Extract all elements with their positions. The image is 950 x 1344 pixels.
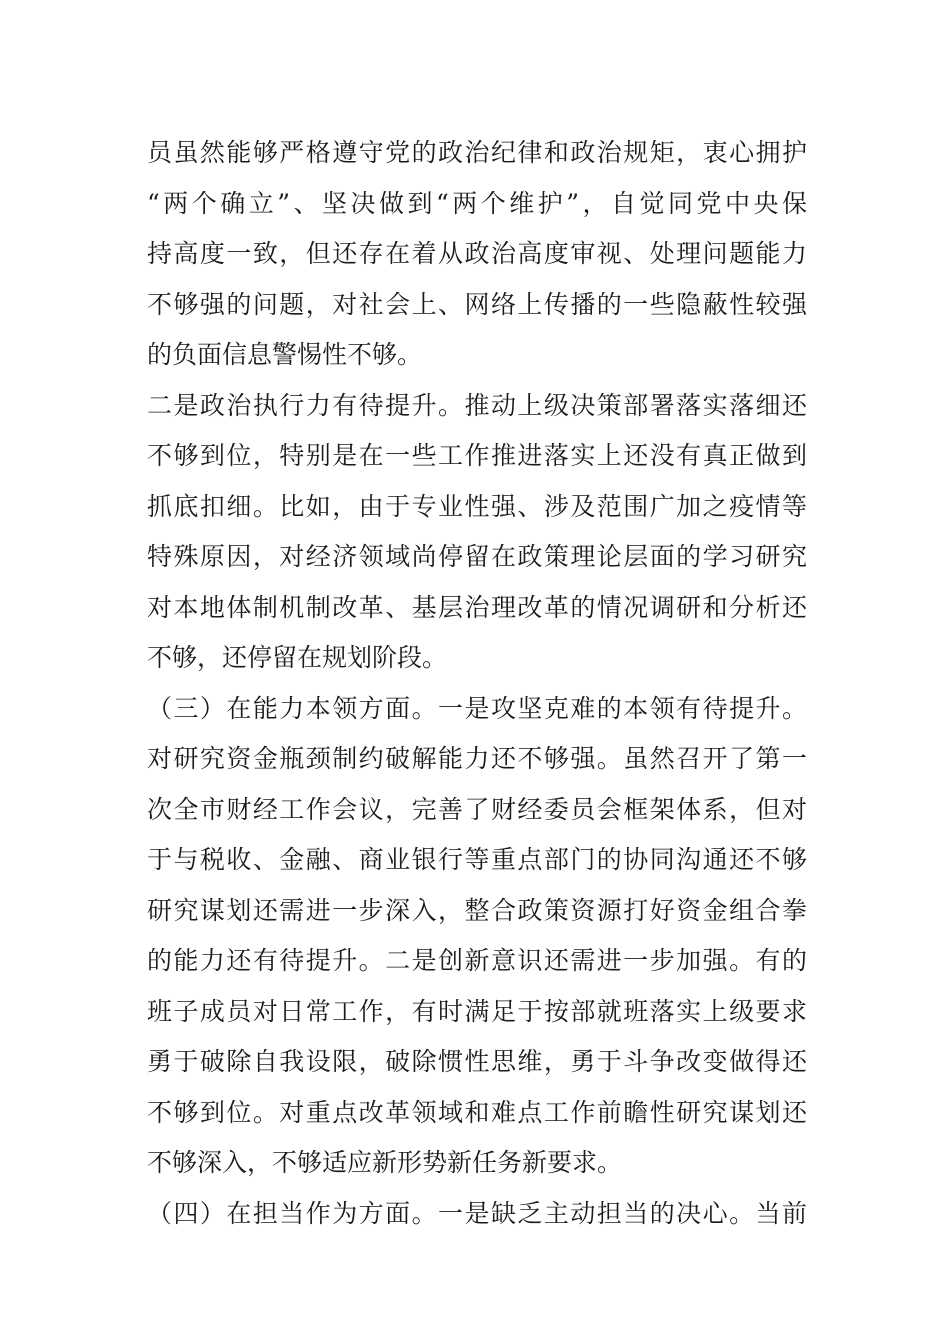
- text-line: （四）在担当作为方面。一是缺乏主动担当的决心。当前: [147, 1198, 807, 1228]
- text-line: 次全市财经工作会议，完善了财经委员会框架体系，但对: [147, 794, 807, 824]
- text-line: 员虽然能够严格遵守党的政治纪律和政治规矩，衷心拥护: [147, 138, 807, 167]
- text-line: 勇于破除自我设限，破除惯性思维，勇于斗争改变做得还: [147, 1047, 807, 1076]
- text-line: 特殊原因，对经济领域尚停留在政策理论层面的学习研究: [147, 542, 807, 571]
- text-line: 不够到位，特别是在一些工作推进落实上还没有真正做到: [147, 441, 807, 470]
- text-line: 二是政治执行力有待提升。推动上级决策部署落实落细还: [147, 390, 807, 420]
- text-line: 研究谋划还需进一步深入，整合政策资源打好资金组合拳: [147, 895, 807, 925]
- text-line: “两个确立”、坚决做到“两个维护”，自觉同党中央保: [147, 188, 807, 218]
- text-line: 对研究资金瓶颈制约破解能力还不够强。虽然召开了第一: [147, 744, 807, 773]
- text-line: 班子成员对日常工作，有时满足于按部就班落实上级要求: [147, 996, 807, 1026]
- text-line: （三）在能力本领方面。一是攻坚克难的本领有待提升。: [147, 693, 807, 723]
- text-line: 持高度一致，但还存在着从政治高度审视、处理问题能力: [147, 239, 807, 268]
- text-line: 对本地体制机制改革、基层治理改革的情况调研和分析还: [147, 592, 807, 622]
- text-line: 不够，还停留在规划阶段。: [147, 643, 448, 672]
- text-line: 不够深入，不够适应新形势新任务新要求。: [147, 1148, 623, 1177]
- text-line: 于与税收、金融、商业银行等重点部门的协同沟通还不够: [147, 845, 807, 874]
- text-line: 的负面信息警惕性不够。: [147, 340, 423, 369]
- text-line: 不够强的问题，对社会上、网络上传播的一些隐蔽性较强: [147, 289, 807, 319]
- text-line: 不够到位。对重点改革领域和难点工作前瞻性研究谋划还: [147, 1097, 807, 1127]
- body-text: [147, 128, 807, 1239]
- text-line: 抓底扣细。比如，由于专业性强、涉及范围广加之疫情等: [147, 491, 807, 521]
- text-line: 的能力还有待提升。二是创新意识还需进一步加强。有的: [147, 946, 807, 975]
